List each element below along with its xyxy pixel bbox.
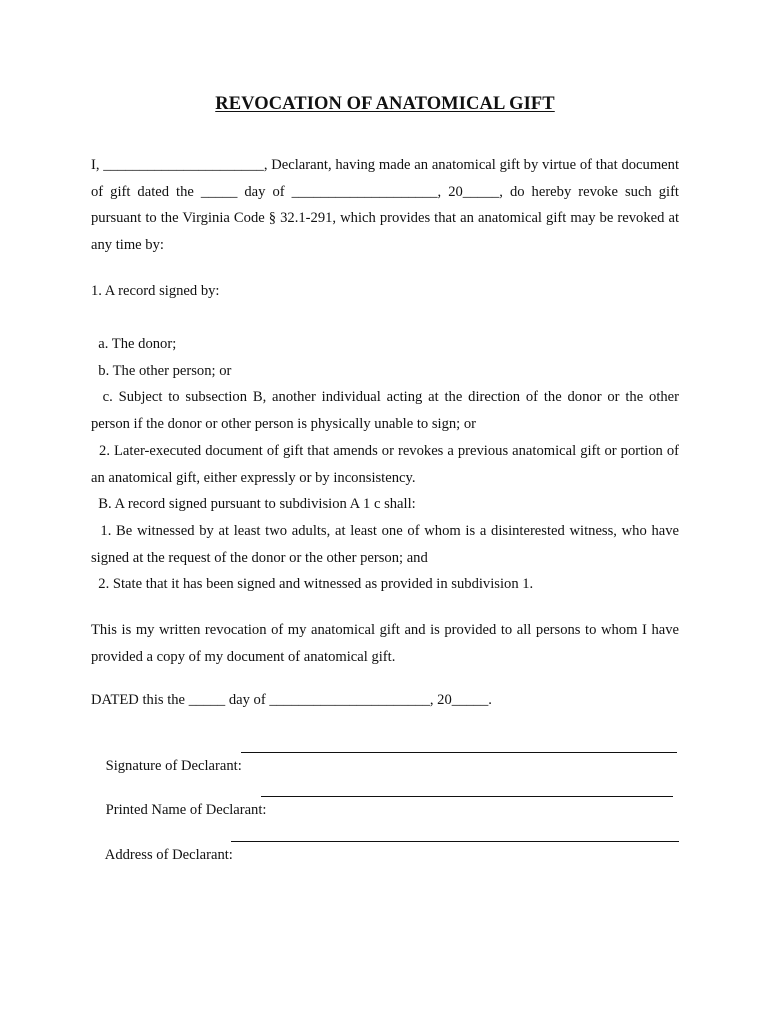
address-line[interactable] xyxy=(231,827,679,842)
list-item-c: c. Subject to subsection B, another individual acting at the direction of the donor or the other person if the donor or other person is physically unable to sign; or xyxy=(91,389,683,432)
list-item-a: a. The donor; xyxy=(91,336,177,352)
dated-line: DATED this the _____ day of ______________________, 20_____. xyxy=(91,692,492,708)
printed-name-line[interactable] xyxy=(261,782,673,797)
intro-paragraph: I, ______________________, Declarant, having made an anatomical gift by virtue of that document of gift dated the _____ day of ____________________, 20_____, do hereby revoke such gift pursuant to the Virginia Code § 32.1-291, which provides that an anatomical gift may be revoked at any time by: xyxy=(91,157,679,253)
list-item-B2: 2. State that it has been signed and witnessed as provided in subdivision 1. xyxy=(91,576,534,592)
list-item-B: B. A record signed pursuant to subdivision A 1 c shall: xyxy=(91,496,416,512)
address-label: Address of Declarant: xyxy=(104,847,233,863)
statement-paragraph: This is my written revocation of my anatomical gift and is provided to all persons to whom I have provided a copy of my document of anatomical gift. xyxy=(91,622,679,665)
signature-line[interactable] xyxy=(241,738,677,753)
list-item-2: 2. Later-executed document of gift that amends or revokes a previous anatomical gift or portion of an anatomical gift, either expressly or by inconsistency. xyxy=(91,443,683,486)
list-item-B1: 1. Be witnessed by at least two adults, at least one of whom is a disinterested witness, who have signed at the request of the donor or the other person; and xyxy=(91,523,683,566)
document-title: REVOCATION OF ANATOMICAL GIFT xyxy=(215,94,555,114)
printed-name-label: Printed Name of Declarant: xyxy=(105,802,267,818)
list-item-1: 1. A record signed by: xyxy=(91,283,220,299)
address-row xyxy=(91,825,233,905)
list-item-b: b. The other person; or xyxy=(91,363,232,379)
signature-label: Signature of Declarant: xyxy=(105,758,242,774)
